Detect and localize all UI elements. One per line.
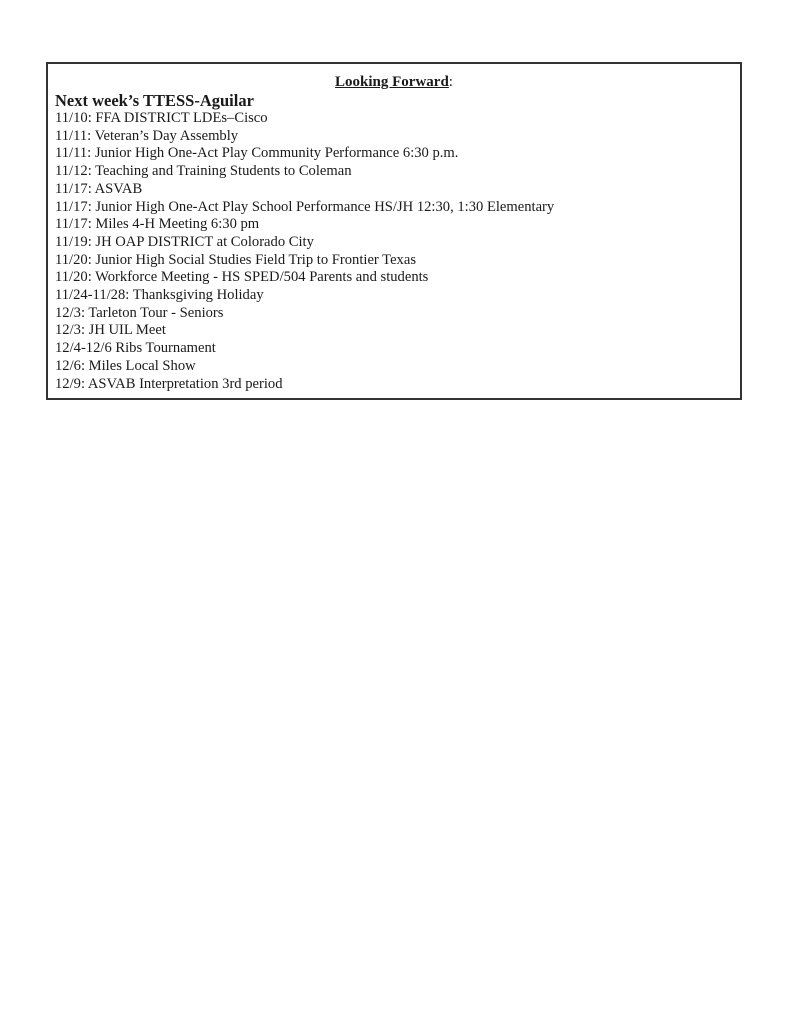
event-item: 12/9: ASVAB Interpretation 3rd period <box>55 375 283 392</box>
heading-colon: : <box>448 74 453 90</box>
event-item: 11/17: Junior High One-Act Play School Performance HS/JH 12:30, 1:30 Elementary <box>55 198 555 215</box>
event-item: 11/10: FFA DISTRICT LDEs–Cisco <box>55 110 268 126</box>
section-heading <box>48 73 740 91</box>
event-list <box>55 110 554 393</box>
event-item: 11/19: JH OAP DISTRICT at Colorado City <box>55 233 314 250</box>
event-item: 11/17: Miles 4-H Meeting 6:30 pm <box>55 216 260 233</box>
heading-title: Looking Forward <box>335 74 449 90</box>
event-item: 11/17: ASVAB <box>55 180 143 197</box>
event-item: 12/3: JH UIL Meet <box>55 322 166 339</box>
looking-forward-box <box>46 62 742 400</box>
event-item: 11/11: Junior High One-Act Play Community Performance 6:30 p.m. <box>55 145 459 162</box>
event-item: 11/12: Teaching and Training Students to Coleman <box>55 163 352 180</box>
event-item: 12/4-12/6 Ribs Tournament <box>55 340 216 357</box>
event-item: 11/20: Workforce Meeting - HS SPED/504 Parents and students <box>55 269 429 286</box>
event-item: 11/20: Junior High Social Studies Field Trip to Frontier Texas <box>55 251 416 268</box>
event-item: 12/6: Miles Local Show <box>55 357 196 374</box>
event-item: 11/11: Veteran’s Day Assembly <box>55 127 239 144</box>
event-item: 12/3: Tarleton Tour - Seniors <box>55 304 224 321</box>
event-item: 11/24-11/28: Thanksgiving Holiday <box>55 287 264 304</box>
ttess-subtitle: Next week’s TTESS-Aguilar <box>55 91 254 110</box>
